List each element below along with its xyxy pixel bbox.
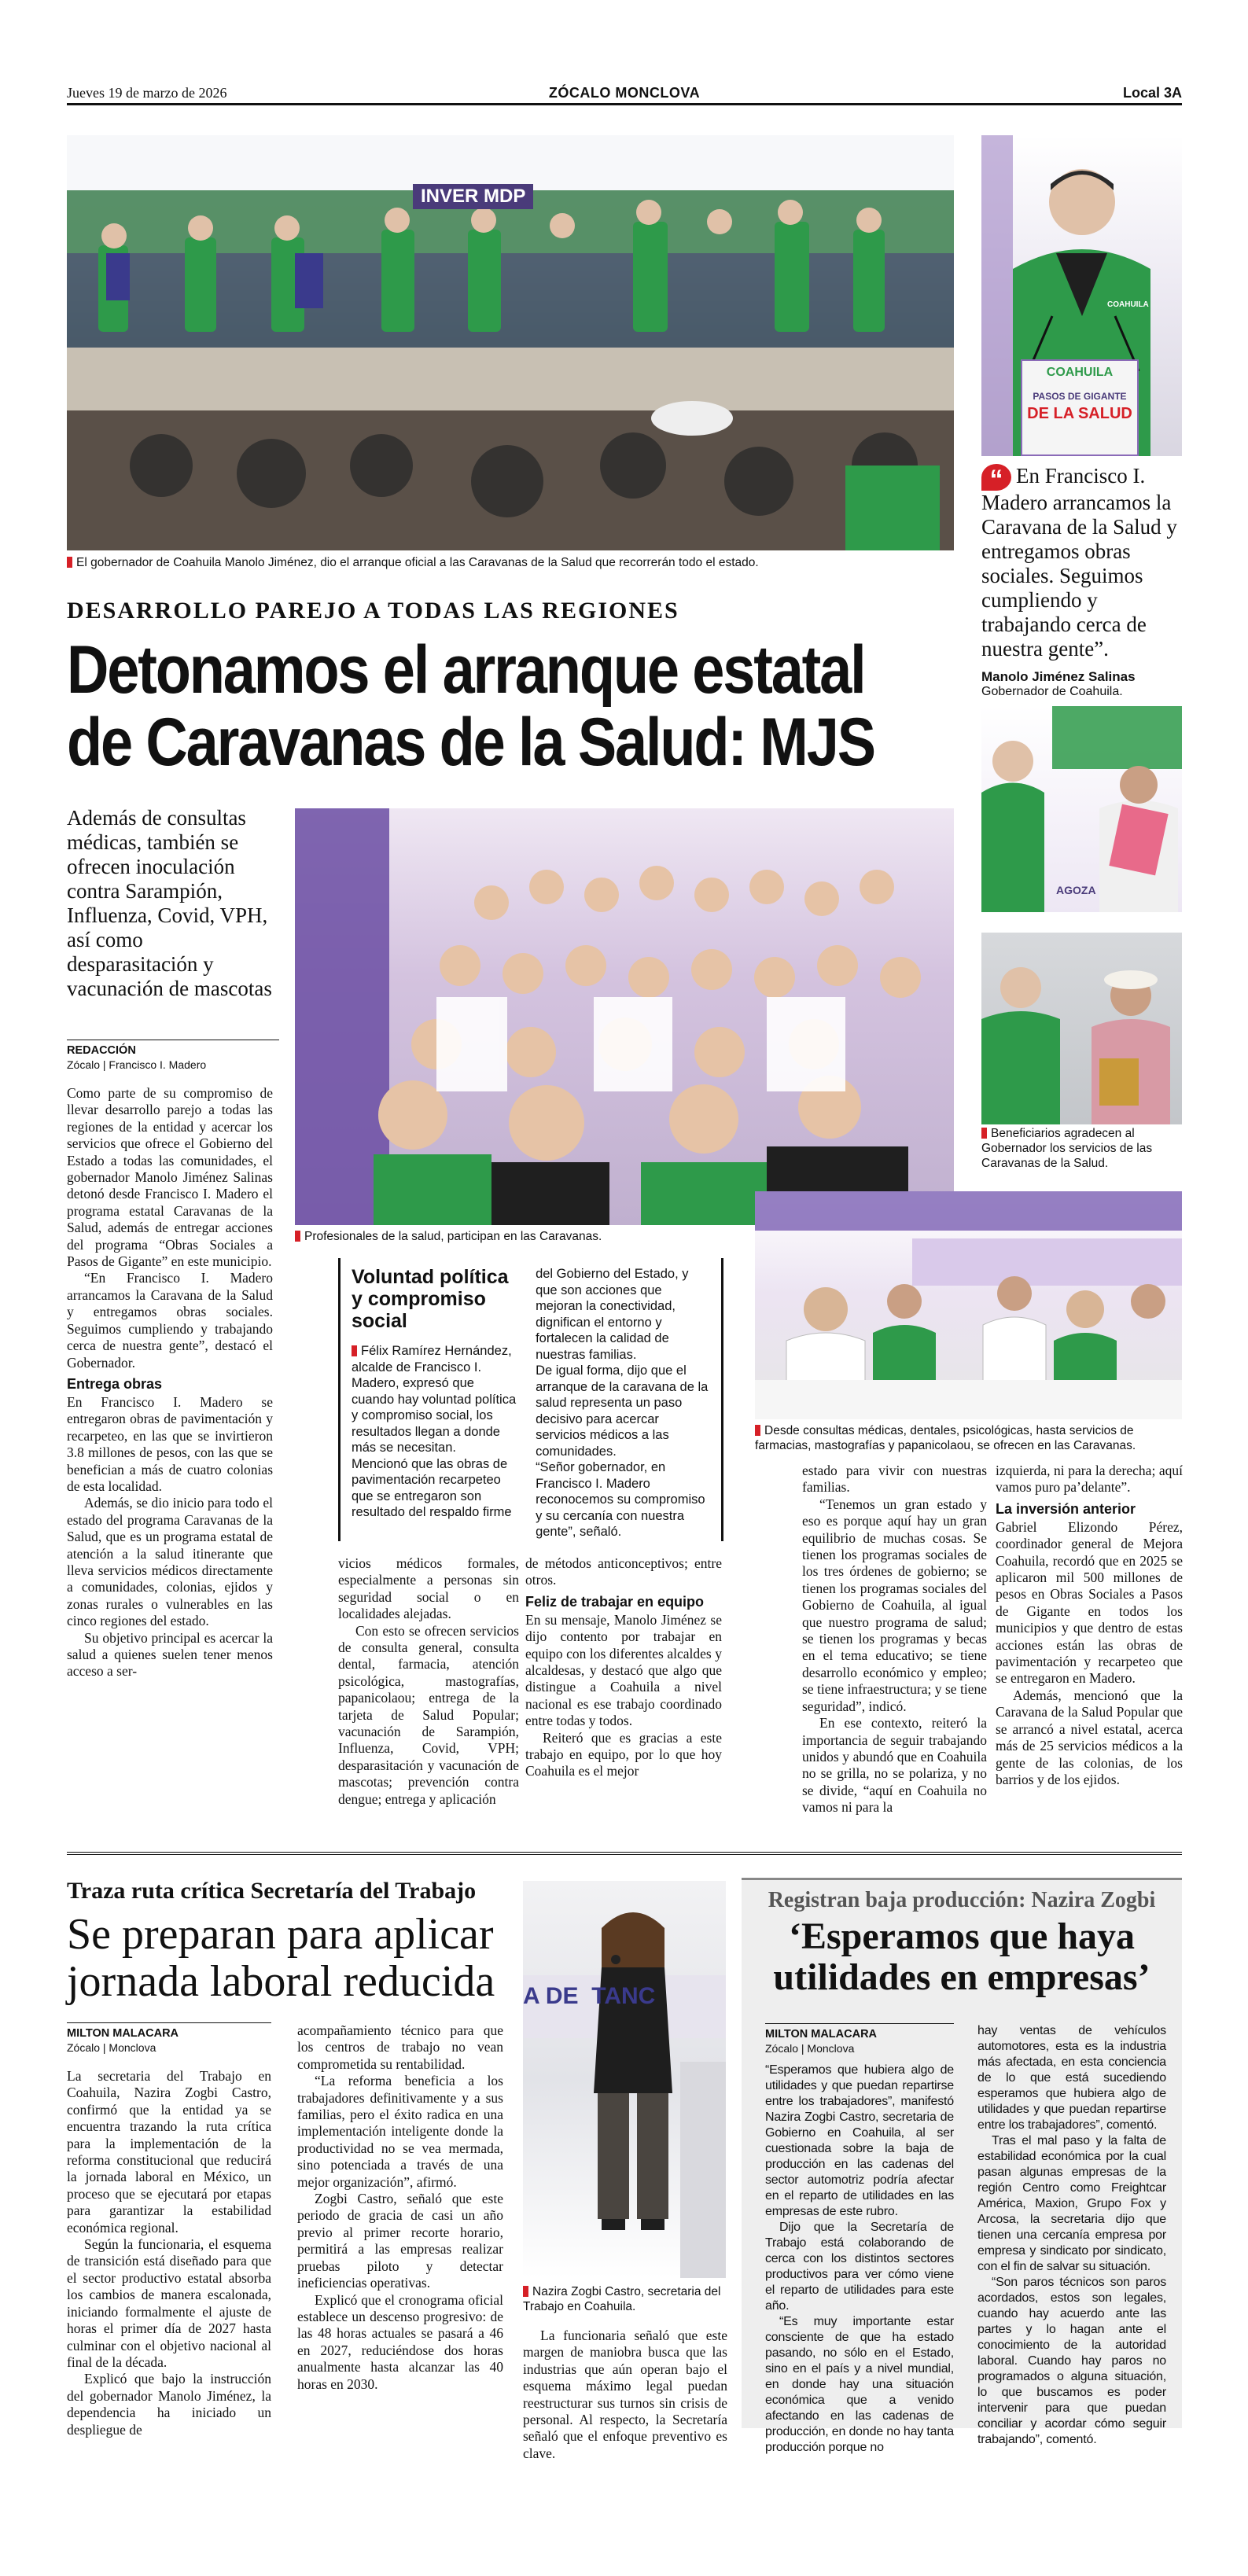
- top-photo-caption: El gobernador de Coahuila Manolo Jiménez, dio el arranque oficial a las Caravanas de la Salud que recorrerán todo el estado.: [67, 555, 954, 570]
- box-paragraph: del Gobierno del Estado, y que son acciones que mejoran la conectividad, dignifican el entorno y fortalecen la calidad de nuestras familias.: [536, 1267, 689, 1362]
- article2-byline: [67, 2022, 271, 2055]
- stage-banner-text: INVER MDP: [413, 184, 533, 209]
- article-paragraph: acompañamiento técnico para que los centros de trabajo no vean comprometida su rentabilidad.: [297, 2022, 503, 2072]
- box-paragraph: Félix Ramírez Hernández, alcalde de Francisco I. Madero, expresó que cuando hay voluntad política y compromiso social, los resultados llegan a donde más se necesitan.: [352, 1344, 517, 1455]
- article2-photo: [523, 1881, 726, 2278]
- article-paragraph: Gabriel Elizondo Pérez, coordinador general de Mejora Coahuila, recordó que en 2025 se aplicaron mil 500 millones de pesos en Obras Sociales a Pasos de Gigante en todos los municipios y que dentro de estas acciones están las obras de pavimentación y recarpeteo que se entregaron en Madero.: [996, 1518, 1183, 1687]
- article-paragraph: La secretaria del Trabajo en Coahuila, Nazira Zogbi Castro, confirmó que la entidad ya se encuentra trazando la ruta crítica para la implementación de la reforma constitucional que reducirá la jornada laboral en México, un proceso que se ejecutará por etapas para garantizar la estabilidad económica regional.: [67, 2068, 271, 2236]
- main-column-4: [802, 1463, 987, 1816]
- article-paragraph: estado para vivir con nuestras familias.: [802, 1463, 987, 1496]
- article-subhead: Feliz de trabajar en equipo: [525, 1593, 705, 1610]
- caption-marker: [755, 1425, 760, 1436]
- header-date: Jueves 19 de marzo de 2026: [67, 85, 227, 101]
- article-paragraph: Como parte de su compromiso de llevar desarrollo parejo a todas las regiones de la entidad y acercar los servicios que ofrece el Gobierno del Estado a todas las comunidades, el gobernador Manolo Jiménez Salinas detonó desde Francisco I. Madero el programa estatal Caravanas de la Salud, además de entregar acciones del programa “Obras Sociales a Pasos de Gigante” en este municipio.: [67, 1085, 273, 1270]
- side-photo-caption: Beneficiarios agradecen al Gobernador los servicios de las Caravanas de la Salud.: [981, 1127, 1153, 1170]
- consultation-caption: Desde consultas médicas, dentales, psicológicas, hasta servicios de farmacias, mastografías y papanicolaou, se ofrecen en las Caravanas.: [755, 1424, 1136, 1452]
- article-paragraph: Explicó que bajo la instrucción del gobernador Manolo Jiménez, la dependencia ha iniciado un despliegue de: [67, 2371, 271, 2438]
- main-column-3: [525, 1555, 722, 1780]
- main-headline-line1: Detonamos el arranque estatal: [67, 632, 865, 708]
- article-paragraph: Zogbi Castro, señaló que este periodo de gracia de casi un año previo al primer recorte horario, permitirá a las empresas realizar pruebas piloto y detectar ineficiencias operativas.: [297, 2191, 503, 2291]
- vest-label: COAHUILA: [1107, 300, 1149, 309]
- article-paragraph: La funcionaria señaló que este margen de maniobra busca que las industrias que aún operan bajo el esquema máximo legal puedan reestructurar sus turnos sin crisis de personal. Al respecto, la Secretaría señaló que el enfoque preventivo es clave.: [523, 2328, 727, 2461]
- podium: [1021, 359, 1139, 456]
- header-page: Local 3A: [1122, 85, 1182, 101]
- quote-text: “ En Francisco I. Madero arrancamos la Caravana de la Salud y entregamos obras sociales. Seguimos cumpliendo y trabajando cerca de nuestra gente”.: [981, 464, 1177, 661]
- article-paragraph: En su mensaje, Manolo Jiménez se dijo contento por trabajar en equipo con los diferentes alcaldes y alcaldesas, y destacó que algo que distingue a Coahuila a nivel nacional es ese trabajo coordinado entre todas y todos.: [525, 1611, 722, 1729]
- article2-kicker: Traza ruta crítica Secretaría del Trabajo: [67, 1878, 477, 1904]
- caption-marker: [352, 1345, 357, 1356]
- group-photo-caption: Profesionales de la salud, participan en las Caravanas.: [295, 1229, 954, 1244]
- article-paragraph: “Es muy importante estar consciente de que ha estado pasando, no sólo en el Estado, sino en el país y a nivel mundial, en donde hay una situación económica que a venido afectando en las cadenas de producción, en donde no hay tanta producción porque no: [765, 2315, 954, 2454]
- article3-column-2: [977, 2023, 1166, 2448]
- article-paragraph: “Son paros técnicos son paros acordados, estos son legales, cuando hay acuerdo ante las partes y lo hagan ante el conocimiento de la autoridad laboral. Cuando hay paros no programados o alguna situación, lo que buscamos es poder intervenir para que puedan conciliar y acordar cómo seguir trabajando”, comentó.: [977, 2276, 1166, 2446]
- byline-name: MILTON MALACARA: [67, 2027, 179, 2040]
- group-photo: [295, 808, 954, 1225]
- podium-line3: DE LA SALUD: [1027, 405, 1132, 422]
- article-paragraph: izquierda, ni para la derecha; aquí vamos puro pa’delante”.: [996, 1463, 1183, 1496]
- box-paragraph: Mencionó que las obras de pavimentación recarpeteo que se entregaron son resultado del respaldo firme: [352, 1456, 512, 1519]
- consultation-photo: [755, 1191, 1182, 1419]
- podium-line2: PASOS DE GIGANTE: [1033, 391, 1127, 402]
- article-paragraph: “Tenemos un gran estado y eso es porque aquí hay un gran equilibrio de muchas cosas. Se tienen los programas sociales de los tres órdenes de gobierno; se tienen los programas sociales del Gobierno de Coahuila, al igual que nuestro programa de salud; se tienen los programas y becas en el tema educativo; se tiene desarrollo económico y empleo; se tiene infraestructura; y se tiene seguridad”, indicó.: [802, 1496, 987, 1714]
- article2-column-2: [297, 2022, 503, 2393]
- main-column-5: [996, 1463, 1183, 1788]
- article-paragraph: Además, se dio inicio para todo el estado del programa Caravanas de la Salud, que es un programa estatal de atención a la salud itinerante que lleva servicios médicos directamente a comunidades, colonias, ejidos y zonas rurales o vulnerables en las cinco regiones del estado.: [67, 1495, 273, 1629]
- article-paragraph: de métodos anticonceptivos; entre otros.: [525, 1555, 722, 1588]
- article2-column-3: [523, 2328, 727, 2462]
- article-paragraph: “Esperamos que hubiera algo de utilidades y que puedan repartirse entre los trabajadores”, manifestó Nazira Zogbi Castro, secretaria de Gobierno en Coahuila, al ser cuestionada sobre la baja de producción en las cadenas del sector automotriz podría afectar en el reparto de utilidades en las empresas de este rubro.: [765, 2063, 954, 2218]
- side-photo-2: [981, 933, 1182, 1124]
- caption-marker: [981, 1128, 987, 1139]
- article-paragraph: Según la funcionaria, el esquema de transición está diseñado para que el sector productivo estatal absorba los cambios de manera escalonada, iniciando formalmente el ajuste de horas el primer día de 2027 hasta culminar con el objetivo nacional al final de la década.: [67, 2236, 271, 2370]
- main-kicker: DESARROLLO PAREJO A TODAS LAS REGIONES: [67, 598, 679, 624]
- article2-column-1: [67, 2068, 271, 2438]
- article3-headline: ‘Esperamos que haya utilidades en empresas’: [773, 1915, 1150, 1998]
- byline-place: Zócalo | Monclova: [67, 2041, 156, 2054]
- article-paragraph: Su objetivo principal es acercar la salud a quienes suelen tener menos acceso a ser-: [67, 1629, 273, 1680]
- side-banner-text: AGOZA: [1056, 884, 1096, 896]
- article-paragraph: Con esto se ofrecen servicios de consulta general, consulta dental, farmacia, atención psicológica, mastografías, papanicolaou; entrega de la tarjeta de Salud Popular; vacunación de Sarampión, Influenza, Covid, VPH; desparasitación y vacunación de mascotas; prevención contra dengue; entrega y aplicación: [338, 1622, 519, 1807]
- article-paragraph: Explicó que el cronograma oficial establece un descenso progresivo: de las 48 horas actuales se pasará a 46 en 2027, reduciéndose dos horas anualmente hasta alcanzar las 40 horas en 2030.: [297, 2291, 503, 2392]
- main-headline-line2: de Caravanas de la Salud: MJS: [67, 705, 874, 780]
- main-deck: Además de consultas médicas, también se ofrecen inoculación contra Sarampión, Influenza, Covid, VPH, así como desparasitación y vacunación de mascotas: [67, 806, 272, 1000]
- article-subhead: La inversión anterior: [996, 1500, 1136, 1517]
- byline-name: REDACCIÓN: [67, 1044, 136, 1057]
- header-paper: ZÓCALO MONCLOVA: [548, 85, 701, 101]
- article3-byline: [765, 2023, 954, 2055]
- article-paragraph: hay ventas de vehículos automotores, esta es la industria más afectada, en esta conciencia de lo que está sucediendo esperamos que hubiera algo de utilidades y que puedan repartirse entre los trabajadores”, comentó.: [977, 2024, 1166, 2132]
- article-paragraph: vicios médicos formales, especialmente a personas sin seguridad social o en localidades alejadas.: [338, 1555, 519, 1622]
- article2-headline: Se preparan para aplicar jornada laboral reducida: [67, 1910, 495, 2006]
- article-paragraph: “La reforma beneficia a los trabajadores definitivamente y a sus familias, pero el éxito radica en una implementación inteligente donde la productividad no se vea mermada, sino potenciada a través de una mejor organización”, afirmó.: [297, 2073, 503, 2190]
- top-main-photo: [67, 135, 954, 550]
- byline-name: MILTON MALACARA: [765, 2028, 878, 2041]
- article-paragraph: En Francisco I. Madero se entregaron obras de pavimentación y recarpeteo, en las que se invirtieron 3.8 millones de pesos, con las que se benefician a más de cuatro colonias de esta localidad.: [67, 1393, 273, 1494]
- byline-place: Zócalo | Francisco I. Madero: [67, 1058, 207, 1071]
- governor-photo: [981, 135, 1182, 456]
- caption-marker: [67, 557, 72, 568]
- article-paragraph: En ese contexto, reiteró la importancia de seguir trabajando unidos y abundó que en Coahuila no se grilla, no se polariza, y no se divide, “aquí en Coahuila no vamos ni para la: [802, 1715, 987, 1816]
- article-paragraph: Tras el mal paso y la falta de estabilidad económica por la cual pasan algunas empresas de la región Centro como Freightcar América, Maxion, Grupo Fox y Arcosa, la secretaria dijo que tienen una cercanía empresa por empresa y sindicato por sindicato, con el fin de salvar su situación.: [977, 2134, 1166, 2273]
- box-title: Voluntad política y compromiso social: [352, 1266, 509, 1332]
- main-column-1: [67, 1085, 273, 1680]
- caption-marker: [523, 2286, 528, 2297]
- quote-role: Gobernador de Coahuila.: [981, 685, 1123, 698]
- section-divider: [67, 1852, 1182, 1855]
- quote-author: Manolo Jiménez Salinas: [981, 669, 1136, 684]
- box-paragraph: De igual forma, dijo que el arranque de la caravana de la salud representa un paso decisivo para acercar servicios médicos a las comunidades.: [536, 1363, 709, 1459]
- article-paragraph: Dijo que la Secretaría de Trabajo está colaborando de cerca con los distintos sectores productivos para ver cómo viene el reparto de utilidades para este año.: [765, 2221, 954, 2313]
- article2-photo-caption: Nazira Zogbi Castro, secretaria del Trabajo en Coahuila.: [523, 2285, 721, 2313]
- main-column-2: [338, 1555, 519, 1808]
- caption-marker: [295, 1231, 300, 1242]
- article-paragraph: Además, mencionó que la Caravana de la Salud Popular que se arrancó a nivel estatal, acerca más de 25 servicios médicos a la gente de las colonias, de los barrios y de los ejidos.: [996, 1687, 1183, 1787]
- article3-column-1: [765, 2063, 954, 2456]
- sidebar-box: [338, 1258, 723, 1541]
- article-subhead: Entrega obras: [67, 1375, 163, 1392]
- main-byline: [67, 1040, 279, 1072]
- quote-icon: “: [981, 464, 1011, 491]
- article3-kicker: Registran baja producción: Nazira Zogbi: [768, 1888, 1156, 1912]
- byline-place: Zócalo | Monclova: [765, 2042, 855, 2055]
- box-paragraph: “Señor gobernador, en Francisco I. Madero reconocemos su compromiso y su cercanía con nuestra gente”, señaló.: [536, 1460, 705, 1539]
- side-photo-1: [981, 706, 1182, 912]
- article-paragraph: Reiteró que es gracias a este trabajo en equipo, por lo que hoy Coahuila es el mejor: [525, 1729, 722, 1779]
- podium-line1: COAHUILA: [1046, 366, 1114, 379]
- article3-box: [742, 1878, 1182, 2454]
- page-header: [67, 82, 1182, 105]
- article-paragraph: “En Francisco I. Madero arrancamos la Caravana de la Salud y entregamos obras sociales. Seguimos cumpliendo y trabajando cerca de nuestra gente”, destacó el Gobernador.: [67, 1270, 273, 1371]
- article2-photo-backdrop: A DE TANC: [523, 1983, 656, 2009]
- pull-quote: [981, 464, 1182, 699]
